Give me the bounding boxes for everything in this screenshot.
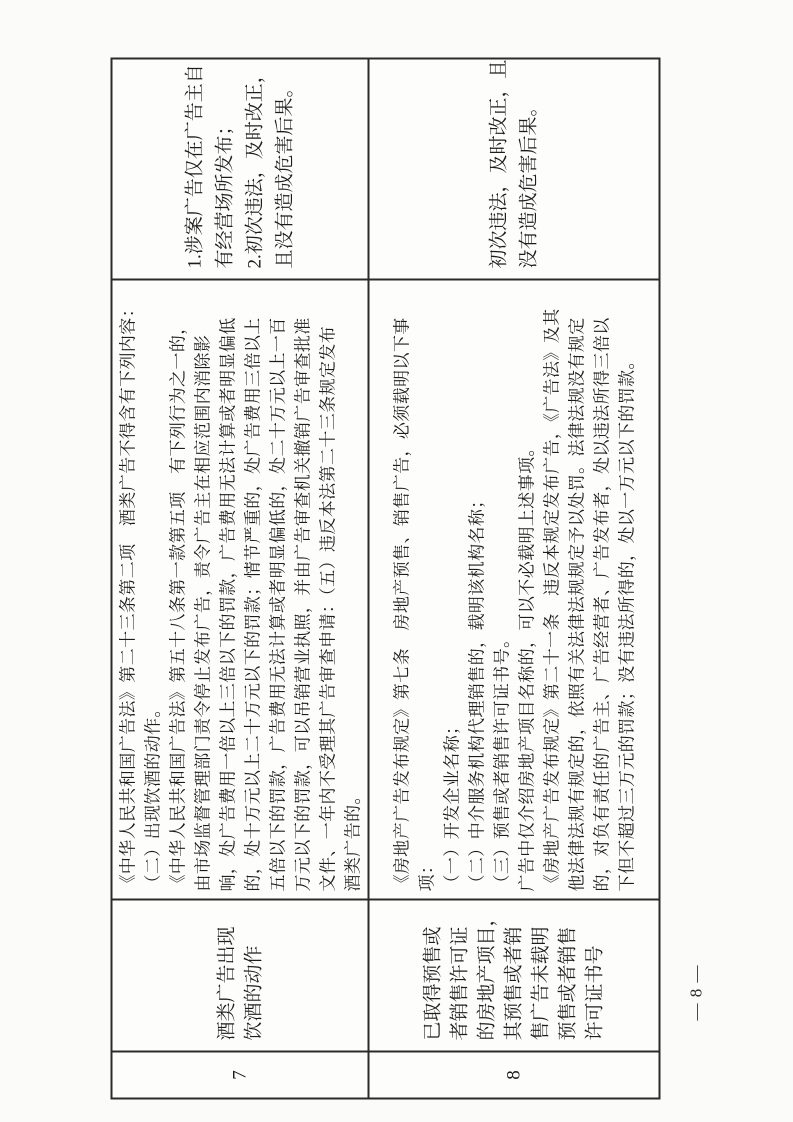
legal-basis-cell <box>369 278 658 898</box>
text-line: 《房地产广告发布规定》第二十一条 违反本规定发布广告，《广告法》及其 <box>541 307 561 891</box>
text-line: 《中华人民共和国广告法》第二十三条第二项 酒类广告不得含有下列内容： <box>117 299 137 891</box>
text-line: 的房地产项目， <box>476 906 497 1040</box>
text-line: 的，处十万元以上二十万元以下的罚款；情节严重的，处广告费用三倍以上 <box>242 316 262 891</box>
text-line: 酒类广告出现 <box>215 925 237 1040</box>
text-line: （二）出现饮酒的动作。 <box>142 699 162 891</box>
text-line: 万元以下的罚款，可以吊销营业执照，并由广告审查机关撤销广告审查批准 <box>292 316 312 891</box>
text-line: 且没有造成危害后果。 <box>273 77 295 268</box>
violation-desc-cell <box>112 898 369 1050</box>
row-index-cell: 7 <box>112 1050 369 1097</box>
text-line: 2.初次违法，及时改正， <box>243 63 265 268</box>
text-line: 酒类广告的。 <box>342 786 362 891</box>
text-line: 《中华人民共和国广告法》第五十八条第一款第五项 有下列行为之一的， <box>167 316 187 891</box>
text-line: 售广告未载明 <box>530 925 551 1040</box>
text-line: 广告中仅介绍房地产项目名称的，可以不必载明上述事项。 <box>516 438 536 891</box>
text-line: 项： <box>416 856 436 891</box>
text-line: 已取得预售或 <box>422 925 443 1040</box>
text-line: 其预售或者销 <box>503 925 524 1040</box>
legal-basis-cell <box>112 278 369 898</box>
text-line: （三）预售或者销售许可证书号。 <box>491 630 511 891</box>
text-line: （二）中介服务机构代理销售的，载明该机构名称； <box>466 490 486 891</box>
text-line: 饮酒的动作 <box>242 944 264 1040</box>
text-line: （一）开发企业名称； <box>441 717 461 891</box>
text-line: 的，对负有责任的广告主、广告经营者、广告发布者，处以违法所得三倍以 <box>591 316 611 891</box>
text-line: 许可证书号 <box>584 944 605 1040</box>
text-line: 文件、一年内不受理其广告审查申请：（五）违反本法第二十三条规定发布 <box>317 325 337 891</box>
violation-desc-cell <box>369 898 658 1050</box>
mitigation-conditions-cell <box>112 59 369 278</box>
text-line: 由市场监督管理部门责令停止发布广告，责令广告主在相应范围内消除影 <box>192 334 212 891</box>
text-line: 响，处广告费用一倍以上三倍以下的罚款，广告费用无法计算或者明显偏低 <box>217 316 237 891</box>
text-line: 下但不超过三万元的罚款；没有违法所得的，处以一万元以下的罚款。 <box>616 351 636 891</box>
text-line: 有经营场所发布； <box>213 115 235 268</box>
text-line: 没有造成危害后果。 <box>517 96 539 268</box>
penalty-table <box>110 57 660 1099</box>
text-line: 者销售许可证 <box>449 925 470 1040</box>
text-line: 他法律法规有规定的，依照有关法律法规规定予以处罚。法律法规没有规定 <box>566 316 586 891</box>
row-index-cell: 8 <box>369 1050 658 1097</box>
text-line: 预售或者销售 <box>557 925 578 1040</box>
text-line: 《房地产广告发布规定》第七条 房地产预售、销售广告，必须载明以下事 <box>391 316 411 891</box>
text-line: 1.涉案广告仅在广告主自 <box>183 63 205 268</box>
mitigation-conditions-cell <box>369 59 658 278</box>
text-line: 五倍以下的罚款，广告费用无法计算或者明显偏低的，处二十万元以上一百 <box>267 316 287 891</box>
text-line: 初次违法，及时改正，且 <box>487 59 509 268</box>
page-number: — 8 — <box>686 964 705 1020</box>
